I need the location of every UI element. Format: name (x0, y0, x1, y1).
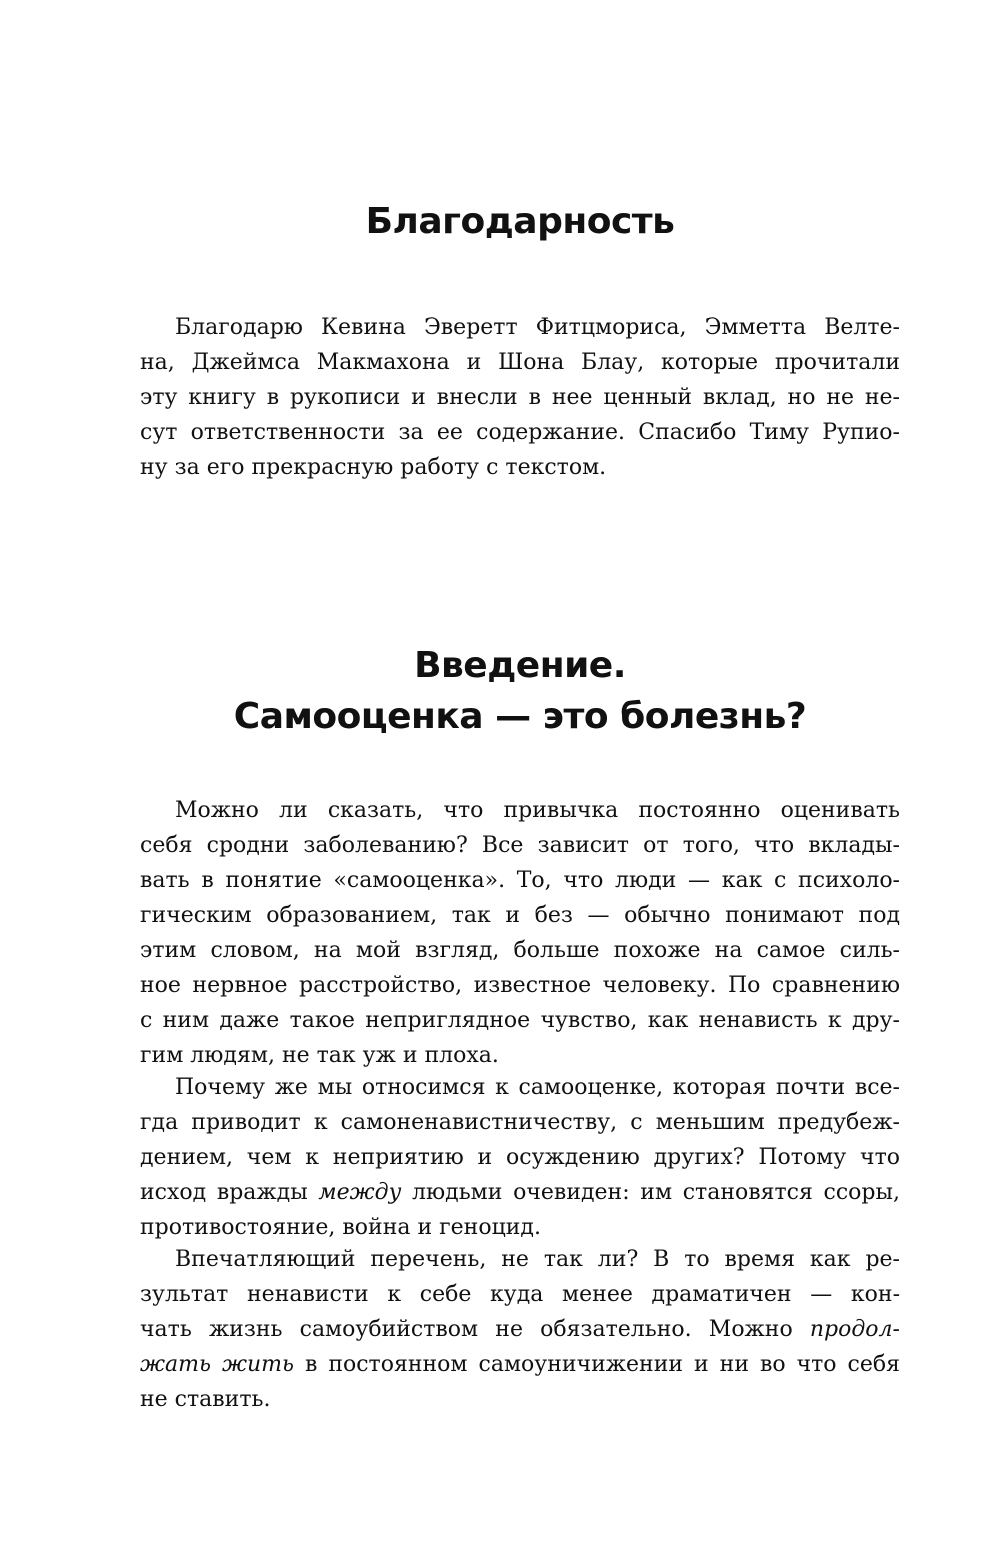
introduction-paragraph-1 (140, 793, 900, 1073)
introduction-heading-line1: Введение. (414, 645, 626, 686)
text-segment: исход вражды (140, 1180, 319, 1205)
text-line: ное нервное расстройство, известное человеку. По сравнению (140, 973, 900, 998)
text-line: Можно ли сказать, что привычка постоянно оценивать (175, 798, 900, 823)
introduction-heading (140, 640, 900, 742)
text-line: Благодарю Кевина Эверетт Фитцмориса, Эмметта Велте- (175, 315, 900, 340)
text-segment: людьми очевиден: им становятся ссоры, (401, 1180, 900, 1205)
text-line: сут ответственности за ее содержание. Спасибо Тиму Рупио- (140, 420, 900, 445)
text-line: противостояние, война и геноцид. (140, 1215, 541, 1240)
text-line: с ним даже такое неприглядное чувство, как ненависть к дру- (140, 1008, 900, 1033)
acknowledgements-heading: Благодарность (365, 201, 675, 242)
text-line: эту книгу в рукописи и внесли в нее ценный вклад, но не не- (140, 385, 900, 410)
text-segment: в постоянном самоуничижении и ни во что себя (293, 1352, 900, 1377)
emphasis-text: жать жить (140, 1352, 294, 1377)
text-line: зультат ненависти к себе куда менее драматичен — кон- (140, 1282, 900, 1307)
introduction-paragraph-3 (140, 1242, 900, 1417)
text-line: дением, чем к неприятию и осуждению других? Потому что (140, 1145, 900, 1170)
text-line: Почему же мы относимся к самооценке, которая почти все- (175, 1075, 900, 1100)
text-line: себя сродни заболеванию? Все зависит от того, что вклады- (140, 833, 900, 858)
text-line: этим словом, на мой взгляд, больше похоже на самое силь- (140, 938, 900, 963)
text-line: гда приводит к самоненавистничеству, с меньшим предубеж- (140, 1110, 900, 1135)
text-line (140, 1347, 900, 1382)
introduction-heading-line2: Самооценка — это болезнь? (233, 696, 807, 737)
text-line: гическим образованием, так и без — обычно понимают под (140, 903, 900, 928)
text-line: Впечатляющий перечень, не так ли? В то время как ре- (175, 1247, 900, 1272)
text-segment: чать жизнь самоубийством не обязательно. Можно (140, 1317, 810, 1342)
text-line: вать в понятие «самооценка». То, что люди — как с психоло- (140, 868, 900, 893)
introduction-paragraph-2 (140, 1070, 900, 1245)
text-line: на, Джеймса Макмахона и Шона Блау, которые прочитали (140, 350, 900, 375)
emphasis-text: продол- (809, 1317, 900, 1342)
acknowledgements-paragraph (140, 310, 900, 485)
text-line (140, 1175, 900, 1210)
text-line: гим людям, не так уж и плоха. (140, 1043, 499, 1068)
emphasis-text: между (318, 1180, 402, 1205)
text-line (140, 1312, 900, 1347)
text-line: не ставить. (140, 1387, 271, 1412)
text-line: ну за его прекрасную работу с текстом. (140, 455, 607, 480)
